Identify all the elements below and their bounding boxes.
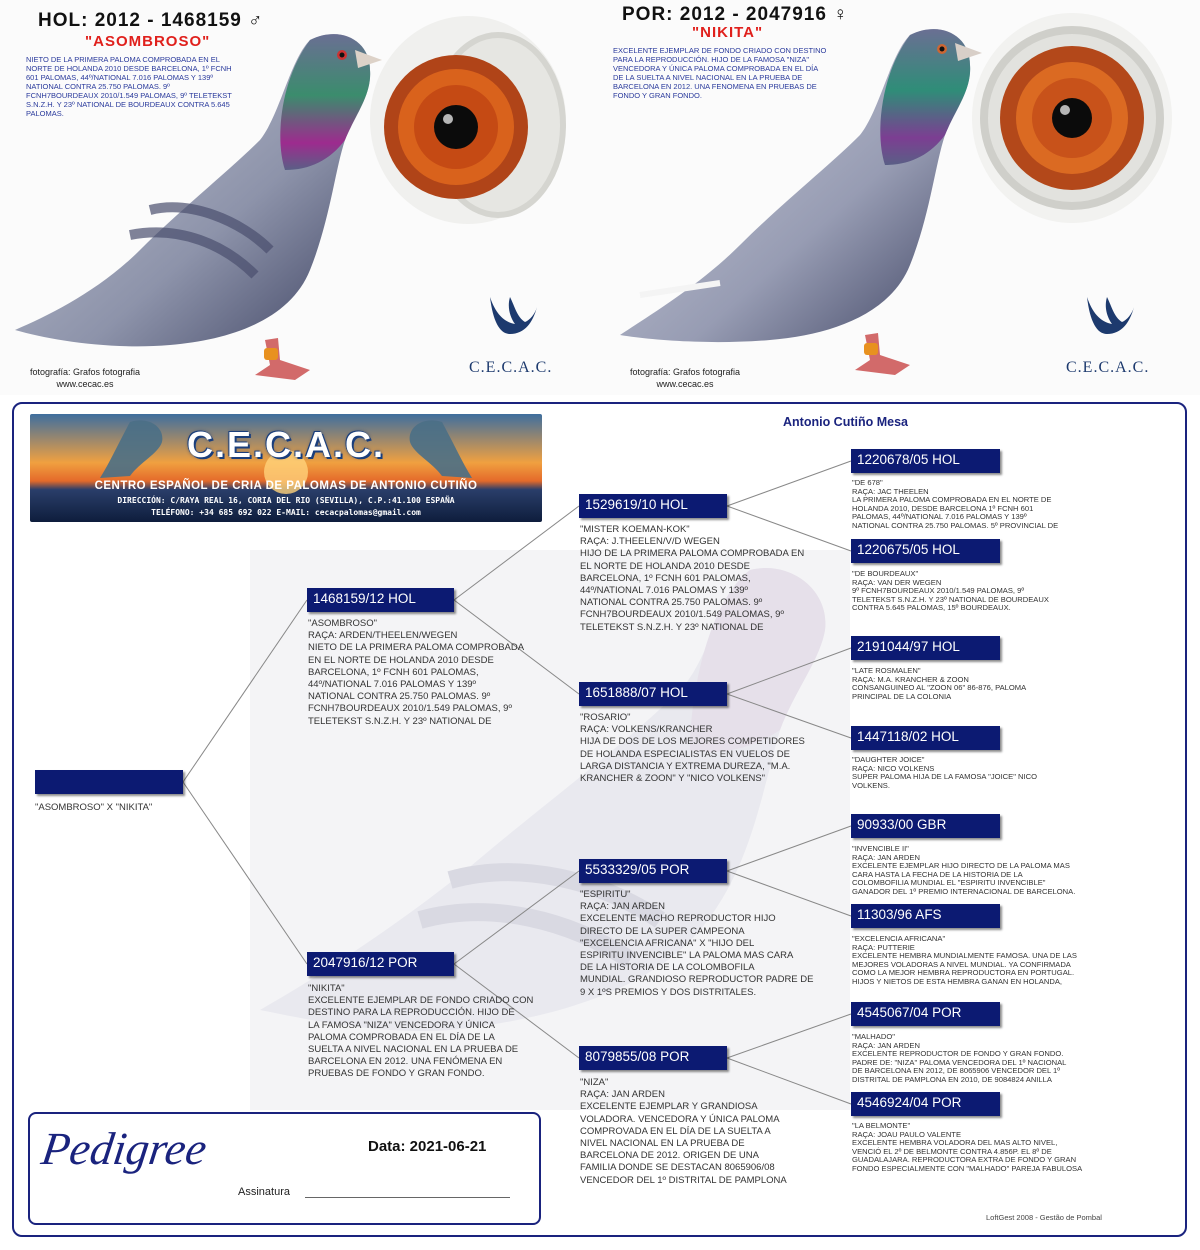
pedigree-script-logo: Pedigree (38, 1123, 210, 1174)
dam-sire-node[interactable]: 5533329/05 POR (579, 859, 727, 883)
sire-ring-title: HOL: 2012 - 1468159 ♂ (38, 10, 264, 31)
dam-info: "NIKITA" EXCELENTE EJEMPLAR DE FONDO CRIADO CON DESTINO PARA LA REPRODUCCIÓN. HIJO DE LA FAMOSA "NIZA" VENCEDORA Y ÚNICA PALOMA COMPROBADA EN EL DÍA DE LA SUELTA A NIVEL NACIONAL EN LA PRUEBA DE BARCELONA EN 2012. UNA FENÓMENA EN PRUEBAS DE FONDO Y GRAN FONDO. (308, 983, 534, 1080)
sire-dam-info: "ROSARIO" RAÇA: VOLKENS/KRANCHER HIJA DE DOS DE LOS MEJORES COMPETIDORES DE HOLANDA ESPECIALISTAS EN VUELOS DE LARGA DISTANCIA Y EXTREMA DUREZA, "M.A. KRANCHER & ZOON" Y "NICO VOLKENS" (580, 712, 805, 785)
banner-title: C.E.C.A.C. (186, 424, 385, 465)
sire-name: "ASOMBROSO" (85, 33, 211, 50)
sds-node[interactable]: 2191044/97 HOL (851, 636, 1000, 660)
sire-description: NIETO DE LA PRIMERA PALOMA COMPROBADA EN EL NORTE DE HOLANDA 2010 DESDE BARCELONA, 1º FCNH 601 PALOMAS, 44º/NATIONAL 7.016 PALOMAS Y 139º NATIONAL CONTRA 25.750 PALOMAS. 9º FCNH7BOURDEAUX 2010/1.549 PALOMAS, 9º TELETEKST S.N.Z.H. Y 23º NATIONAL DE BOURDEAUX CONTRA 5.645 PALOMAS. (26, 55, 232, 118)
sire-sire-node[interactable]: 1529619/10 HOL (579, 494, 727, 518)
sdd-node[interactable]: 1447118/02 HOL (851, 726, 1000, 750)
dsd-info: "EXCELENCIA AFRICANA" RAÇA: PUTTERIE EXCELENTE HEMBRA MUNDIALMENTE FAMOSA. UNA DE LAS MEJORES VOLADORAS A NIVEL MUNDIAL. YA CONFIRMADA COMO LA MEJOR HEMBRA REPRODUCTORA EN PORTUGAL. HIJOS Y NIETOS DE ESTA HEMBRA GANAN EN HOLANDA, (852, 935, 1077, 986)
dam-cecac-logo-text: C.E.C.A.C. (1066, 359, 1150, 376)
dss-info: "INVENCIBLE II" RAÇA: JAN ARDEN EXCELENTE EJEMPLAR HIJO DIRECTO DE LA PALOMA MAS CARA HASTA LA FECHA DE LA HISTORIA DE LA COLOMBOFILIA MUNDIAL EL "ESPIRITU INVENCIBLE" GANADOR DEL 1º PREMIO INTERNACIONAL DE BARCELONA. (852, 845, 1076, 896)
ddd-node[interactable]: 4546924/04 POR (851, 1092, 1000, 1116)
sire-sire-info: "MISTER KOEMAN-KOK" RAÇA: J.THEELEN/V/D WEGEN HIJO DE LA PRIMERA PALOMA COMPROBADA EN EL NORTE DE HOLANDA 2010 DESDE BARCELONA, 1º FCNH 601 PALOMAS, 44º/NATIONAL 7.016 PALOMAS Y 139º NATIONAL CONTRA 25.750 PALOMAS. 9º FCNH7BOURDEAUX 2010/1.549 PALOMAS, 9º TELETEKST S.N.Z.H. Y 23º NATIONAL DE (580, 524, 805, 633)
sss-node[interactable]: 1220678/05 HOL (851, 449, 1000, 473)
sire-photo-credit: fotografía: Grafos fotografia www.cecac.es (30, 367, 141, 389)
sds-info: "LATE ROSMALEN" RAÇA: M.A. KRANCHER & ZOON CONSANGUINEO AL "ZOON 06" 86-876, PALOMA PRINCIPAL DE LA COLONIA (852, 667, 1027, 701)
banner-subtitle: CENTRO ESPAÑOL DE CRIA DE PALOMAS DE ANTONIO CUTIÑO (94, 480, 478, 492)
dam-dam-node[interactable]: 8079855/08 POR (579, 1046, 727, 1070)
dss-node[interactable]: 90933/00 GBR (851, 814, 1000, 838)
sire-info: "ASOMBROSO" RAÇA: ARDEN/THEELEN/WEGEN NIETO DE LA PRIMERA PALOMA COMPROBADA EN EL NORTE DE HOLANDA 2010 DESDE BARCELONA, 1º FCNH 601 PALOMAS, 44º/NATIONAL 7.016 PALOMAS Y 139º NATIONAL CONTRA 25.750 PALOMAS. 9º FCNH7BOURDEAUX 2010/1.549 PALOMAS, 9º TELETEKST S.N.Z.H. Y 23º NATIONAL DE (308, 618, 525, 727)
signature-label: Assinatura (238, 1186, 290, 1198)
subject-caption: "ASOMBROSO" X "NIKITA" (35, 802, 153, 813)
sdd-info: "DAUGHTER JOICE" RAÇA: NICO VOLKENS SUPER PALOMA HIJA DE LA FAMOSA "JOICE" NICO VOLKENS. (852, 756, 1038, 790)
dam-node[interactable]: 2047916/12 POR (307, 952, 454, 976)
sire-cecac-logo-text: C.E.C.A.C. (469, 359, 553, 376)
sire-node[interactable]: 1468159/12 HOL (307, 588, 454, 612)
dam-sire-info: "ESPIRITU" RAÇA: JAN ARDEN EXCELENTE MACHO REPRODUCTOR HIJO DIRECTO DE LA SUPER CAMPEONA "EXCELENCIA AFRICANA" X "HIJO DEL ESPIRITU INVENCIBLE" LA PALOMA MAS CARA DE LA HISTORIA DE LA COLOMBOFILA MUNDIAL. GRANDIOSO REPRODUCTOR PADRE DE 9 X 1ºS PREMIOS Y DOS DISTRITALES. (580, 889, 814, 998)
dam-dam-info: "NIZA" RAÇA: JAN ARDEN EXCELENTE EJEMPLAR Y GRANDIOSA VOLADORA. VENCEDORA Y ÚNICA PALOMA COMPROVADA EN EL DÍA DE LA SUELTA A NIVEL NACIONAL EN LA PRUEBA DE BARCELONA DE 2012. ORIGEN DE UNA FAMILIA DONDE SE DESTACAN 8065906/08 VENCEDOR DEL 1º DISTRITAL DE PAMPLONA (580, 1077, 787, 1186)
sss-info: "DE 678" RAÇA: JAC THEELEN LA PRIMERA PALOMA COMPROBADA EN EL NORTE DE HOLANDA 2010, DESDE BARCELONA 1º FCNH 601 PALOMAS, 44º/NATIONAL 7.016 PALOMAS Y 139º NATIONAL CONTRA 25.750 PALOMAS. 5º PROVINCIAL DE (852, 479, 1059, 530)
dam-ring-title: POR: 2012 - 2047916 ♀ (622, 4, 849, 25)
ssd-info: "DE BOURDEAUX" RAÇA: VAN DER WEGEN 9º FCNH7BOURDEAUX 2010/1.549 PALOMAS, 9º TELETEKST S.N.Z.H. Y 23º NATIONAL DE BOURDEAUX CONTRA 5.645 PALOMAS, 15º BOURDEAUX. (852, 570, 1049, 613)
owner-name: Antonio Cutiño Mesa (783, 415, 908, 429)
pedigree-date: Data: 2021-06-21 (368, 1138, 487, 1155)
subject-node[interactable] (35, 770, 183, 794)
dsd-node[interactable]: 11303/96 AFS (851, 904, 1000, 928)
ssd-node[interactable]: 1220675/05 HOL (851, 539, 1000, 563)
dds-node[interactable]: 4545067/04 POR (851, 1002, 1000, 1026)
dam-photo-credit: fotografía: Grafos fotografia www.cecac.es (630, 367, 741, 389)
banner-phone-email: TELÉFONO: +34 685 692 022 E-MAIL: cecacpalomas@gmail.com (151, 508, 421, 517)
banner-address: DIRECCIÓN: C/RAYA REAL 16, CORIA DEL RIO (SEVILLA), C.P.:41.100 ESPAÑA (117, 496, 455, 505)
dds-info: "MALHADO" RAÇA: JAN ARDEN EXCELENTE REPRODUCTOR DE FONDO Y GRAN FONDO. PADRE DE: "NIZA" PALOMA VENCEDORA DEL 1º NACIONAL DE BARCELONA EN 2012, DE 8065906 VENCEDOR DEL 1º DISTRITAL DE PAMPLONA EN 2010, DE 9084824 ANILLA (852, 1033, 1067, 1084)
dam-description: EXCELENTE EJEMPLAR DE FONDO CRIADO CON DESTINO PARA LA REPRODUCCIÓN. HIJO DE LA FAMOSA "NIZA" VENCEDORA Y ÚNICA PALOMA COMPROBADA EN EL DÍA DE LA SUELTA A NIVEL NACIONAL EN LA PRUEBA DE BARCELONA EN 2012. UNA FENOMENA EN PRUEBAS DE FONDO Y GRAN FONDO. (613, 46, 827, 100)
software-credit: LoftGest 2008 - Gestão de Pombal (986, 1213, 1102, 1222)
dam-name: "NIKITA" (692, 24, 764, 41)
ddd-info: "LA BELMONTE" RAÇA: JOAU PAULO VALENTE EXCELENTE HEMBRA VOLADORA DEL MAS ALTO NIVEL, VENCIÓ EL 2º DE BELMONTE CONTRA 4.856P. EL 8º DE GUADALAJARA. REPRODUCTORA EXTRA DE FONDO Y GRAN FONDO ESPECIALMENTE CON "MALHADO" PAREJA FABULOSA (852, 1122, 1083, 1173)
signature-line[interactable] (305, 1197, 510, 1198)
sire-dam-node[interactable]: 1651888/07 HOL (579, 682, 727, 706)
